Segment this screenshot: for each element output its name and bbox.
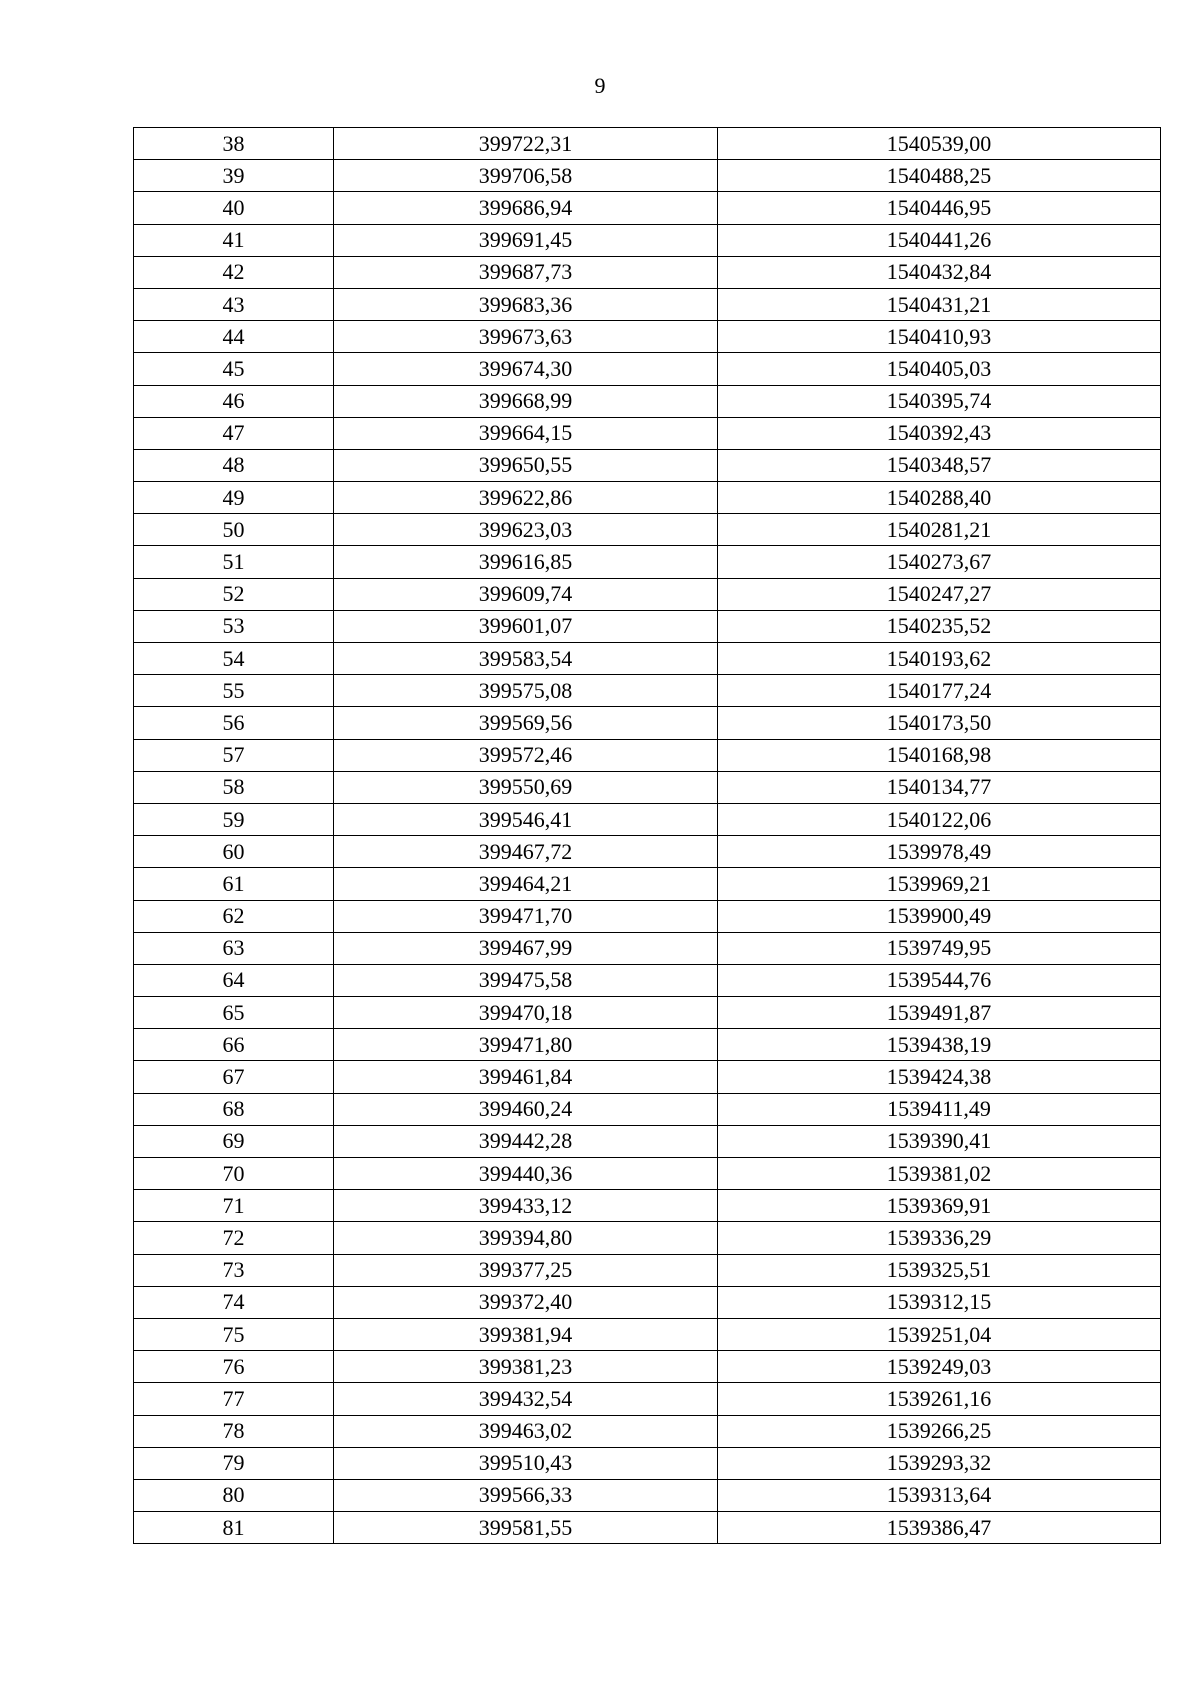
x-coordinate-cell: 399381,94 — [334, 1318, 718, 1350]
y-coordinate-cell: 1540288,40 — [718, 482, 1161, 514]
x-coordinate-cell: 399673,63 — [334, 321, 718, 353]
y-coordinate-cell: 1540247,27 — [718, 578, 1161, 610]
table-row — [134, 610, 1161, 642]
x-coordinate-cell: 399601,07 — [334, 610, 718, 642]
y-coordinate-cell: 1539249,03 — [718, 1351, 1161, 1383]
table-row — [134, 739, 1161, 771]
point-number-cell: 74 — [134, 1286, 334, 1318]
y-coordinate-cell: 1539313,64 — [718, 1479, 1161, 1511]
y-coordinate-cell: 1539261,16 — [718, 1383, 1161, 1415]
x-coordinate-cell: 399463,02 — [334, 1415, 718, 1447]
point-number-cell: 58 — [134, 771, 334, 803]
y-coordinate-cell: 1539336,29 — [718, 1222, 1161, 1254]
point-number-cell: 76 — [134, 1351, 334, 1383]
x-coordinate-cell: 399722,31 — [334, 128, 718, 160]
point-number-cell: 56 — [134, 707, 334, 739]
table-row — [134, 353, 1161, 385]
table-row — [134, 1479, 1161, 1511]
y-coordinate-cell: 1539381,02 — [718, 1158, 1161, 1190]
point-number-cell: 44 — [134, 321, 334, 353]
table-row — [134, 1447, 1161, 1479]
page-number: 9 — [594, 73, 606, 98]
table-row — [134, 578, 1161, 610]
y-coordinate-cell: 1539969,21 — [718, 868, 1161, 900]
x-coordinate-cell: 399583,54 — [334, 643, 718, 675]
x-coordinate-cell: 399471,70 — [334, 900, 718, 932]
table-row — [134, 482, 1161, 514]
y-coordinate-cell: 1540173,50 — [718, 707, 1161, 739]
point-number-cell: 75 — [134, 1318, 334, 1350]
point-number-cell: 60 — [134, 836, 334, 868]
coordinates-table — [133, 127, 1161, 1544]
point-number-cell: 73 — [134, 1254, 334, 1286]
x-coordinate-cell: 399464,21 — [334, 868, 718, 900]
table-row — [134, 836, 1161, 868]
point-number-cell: 78 — [134, 1415, 334, 1447]
y-coordinate-cell: 1539978,49 — [718, 836, 1161, 868]
y-coordinate-cell: 1540410,93 — [718, 321, 1161, 353]
x-coordinate-cell: 399381,23 — [334, 1351, 718, 1383]
table-row — [134, 997, 1161, 1029]
table-row — [134, 1512, 1161, 1544]
point-number-cell: 70 — [134, 1158, 334, 1190]
point-number-cell: 47 — [134, 417, 334, 449]
coordinates-table-body — [134, 128, 1161, 1544]
table-row — [134, 1415, 1161, 1447]
y-coordinate-cell: 1539293,32 — [718, 1447, 1161, 1479]
point-number-cell: 62 — [134, 900, 334, 932]
point-number-cell: 81 — [134, 1512, 334, 1544]
table-row — [134, 1061, 1161, 1093]
y-coordinate-cell: 1539369,91 — [718, 1190, 1161, 1222]
point-number-cell: 39 — [134, 160, 334, 192]
point-number-cell: 54 — [134, 643, 334, 675]
x-coordinate-cell: 399691,45 — [334, 224, 718, 256]
table-row — [134, 1029, 1161, 1061]
table-row — [134, 128, 1161, 160]
x-coordinate-cell: 399475,58 — [334, 964, 718, 996]
table-row — [134, 1351, 1161, 1383]
point-number-cell: 67 — [134, 1061, 334, 1093]
point-number-cell: 63 — [134, 932, 334, 964]
x-coordinate-cell: 399461,84 — [334, 1061, 718, 1093]
point-number-cell: 46 — [134, 385, 334, 417]
x-coordinate-cell: 399432,54 — [334, 1383, 718, 1415]
table-row — [134, 1254, 1161, 1286]
y-coordinate-cell: 1539312,15 — [718, 1286, 1161, 1318]
point-number-cell: 80 — [134, 1479, 334, 1511]
point-number-cell: 72 — [134, 1222, 334, 1254]
x-coordinate-cell: 399394,80 — [334, 1222, 718, 1254]
x-coordinate-cell: 399566,33 — [334, 1479, 718, 1511]
x-coordinate-cell: 399460,24 — [334, 1093, 718, 1125]
point-number-cell: 38 — [134, 128, 334, 160]
table-row — [134, 1286, 1161, 1318]
x-coordinate-cell: 399664,15 — [334, 417, 718, 449]
table-row — [134, 514, 1161, 546]
point-number-cell: 64 — [134, 964, 334, 996]
x-coordinate-cell: 399706,58 — [334, 160, 718, 192]
y-coordinate-cell: 1540539,00 — [718, 128, 1161, 160]
point-number-cell: 41 — [134, 224, 334, 256]
y-coordinate-cell: 1539411,49 — [718, 1093, 1161, 1125]
y-coordinate-cell: 1539900,49 — [718, 900, 1161, 932]
x-coordinate-cell: 399674,30 — [334, 353, 718, 385]
y-coordinate-cell: 1540122,06 — [718, 803, 1161, 835]
table-row — [134, 256, 1161, 288]
table-row — [134, 868, 1161, 900]
y-coordinate-cell: 1540405,03 — [718, 353, 1161, 385]
y-coordinate-cell: 1539386,47 — [718, 1512, 1161, 1544]
table-row — [134, 771, 1161, 803]
x-coordinate-cell: 399572,46 — [334, 739, 718, 771]
point-number-cell: 66 — [134, 1029, 334, 1061]
point-number-cell: 48 — [134, 449, 334, 481]
point-number-cell: 68 — [134, 1093, 334, 1125]
point-number-cell: 51 — [134, 546, 334, 578]
point-number-cell: 79 — [134, 1447, 334, 1479]
table-row — [134, 964, 1161, 996]
y-coordinate-cell: 1540395,74 — [718, 385, 1161, 417]
x-coordinate-cell: 399433,12 — [334, 1190, 718, 1222]
table-row — [134, 192, 1161, 224]
table-row — [134, 1190, 1161, 1222]
point-number-cell: 42 — [134, 256, 334, 288]
point-number-cell: 59 — [134, 803, 334, 835]
point-number-cell: 40 — [134, 192, 334, 224]
y-coordinate-cell: 1539491,87 — [718, 997, 1161, 1029]
table-row — [134, 1093, 1161, 1125]
x-coordinate-cell: 399510,43 — [334, 1447, 718, 1479]
table-row — [134, 1318, 1161, 1350]
table-row — [134, 449, 1161, 481]
x-coordinate-cell: 399581,55 — [334, 1512, 718, 1544]
x-coordinate-cell: 399442,28 — [334, 1125, 718, 1157]
y-coordinate-cell: 1539251,04 — [718, 1318, 1161, 1350]
point-number-cell: 45 — [134, 353, 334, 385]
point-number-cell: 71 — [134, 1190, 334, 1222]
x-coordinate-cell: 399569,56 — [334, 707, 718, 739]
table-row — [134, 417, 1161, 449]
y-coordinate-cell: 1540193,62 — [718, 643, 1161, 675]
y-coordinate-cell: 1539749,95 — [718, 932, 1161, 964]
x-coordinate-cell: 399467,99 — [334, 932, 718, 964]
table-row — [134, 675, 1161, 707]
x-coordinate-cell: 399467,72 — [334, 836, 718, 868]
x-coordinate-cell: 399686,94 — [334, 192, 718, 224]
table-row — [134, 900, 1161, 932]
table-row — [134, 1383, 1161, 1415]
y-coordinate-cell: 1540235,52 — [718, 610, 1161, 642]
y-coordinate-cell: 1540432,84 — [718, 256, 1161, 288]
x-coordinate-cell: 399440,36 — [334, 1158, 718, 1190]
table-row — [134, 1222, 1161, 1254]
table-row — [134, 707, 1161, 739]
y-coordinate-cell: 1540348,57 — [718, 449, 1161, 481]
point-number-cell: 52 — [134, 578, 334, 610]
x-coordinate-cell: 399650,55 — [334, 449, 718, 481]
table-row — [134, 546, 1161, 578]
x-coordinate-cell: 399609,74 — [334, 578, 718, 610]
point-number-cell: 55 — [134, 675, 334, 707]
point-number-cell: 50 — [134, 514, 334, 546]
y-coordinate-cell: 1540273,67 — [718, 546, 1161, 578]
table-row — [134, 1125, 1161, 1157]
point-number-cell: 57 — [134, 739, 334, 771]
table-row — [134, 321, 1161, 353]
point-number-cell: 65 — [134, 997, 334, 1029]
table-row — [134, 224, 1161, 256]
x-coordinate-cell: 399377,25 — [334, 1254, 718, 1286]
y-coordinate-cell: 1539266,25 — [718, 1415, 1161, 1447]
point-number-cell: 69 — [134, 1125, 334, 1157]
x-coordinate-cell: 399471,80 — [334, 1029, 718, 1061]
y-coordinate-cell: 1540446,95 — [718, 192, 1161, 224]
point-number-cell: 77 — [134, 1383, 334, 1415]
y-coordinate-cell: 1540431,21 — [718, 288, 1161, 320]
y-coordinate-cell: 1540441,26 — [718, 224, 1161, 256]
x-coordinate-cell: 399470,18 — [334, 997, 718, 1029]
x-coordinate-cell: 399623,03 — [334, 514, 718, 546]
x-coordinate-cell: 399622,86 — [334, 482, 718, 514]
table-row — [134, 288, 1161, 320]
y-coordinate-cell: 1540134,77 — [718, 771, 1161, 803]
table-row — [134, 385, 1161, 417]
y-coordinate-cell: 1539390,41 — [718, 1125, 1161, 1157]
x-coordinate-cell: 399372,40 — [334, 1286, 718, 1318]
table-row — [134, 803, 1161, 835]
table-row — [134, 1158, 1161, 1190]
x-coordinate-cell: 399668,99 — [334, 385, 718, 417]
y-coordinate-cell: 1539325,51 — [718, 1254, 1161, 1286]
y-coordinate-cell: 1539438,19 — [718, 1029, 1161, 1061]
table-row — [134, 932, 1161, 964]
x-coordinate-cell: 399550,69 — [334, 771, 718, 803]
point-number-cell: 61 — [134, 868, 334, 900]
table-row — [134, 643, 1161, 675]
x-coordinate-cell: 399575,08 — [334, 675, 718, 707]
x-coordinate-cell: 399616,85 — [334, 546, 718, 578]
x-coordinate-cell: 399687,73 — [334, 256, 718, 288]
point-number-cell: 49 — [134, 482, 334, 514]
y-coordinate-cell: 1539544,76 — [718, 964, 1161, 996]
y-coordinate-cell: 1540177,24 — [718, 675, 1161, 707]
y-coordinate-cell: 1540488,25 — [718, 160, 1161, 192]
x-coordinate-cell: 399683,36 — [334, 288, 718, 320]
table-row — [134, 160, 1161, 192]
y-coordinate-cell: 1540168,98 — [718, 739, 1161, 771]
y-coordinate-cell: 1540281,21 — [718, 514, 1161, 546]
y-coordinate-cell: 1540392,43 — [718, 417, 1161, 449]
point-number-cell: 43 — [134, 288, 334, 320]
x-coordinate-cell: 399546,41 — [334, 803, 718, 835]
point-number-cell: 53 — [134, 610, 334, 642]
y-coordinate-cell: 1539424,38 — [718, 1061, 1161, 1093]
